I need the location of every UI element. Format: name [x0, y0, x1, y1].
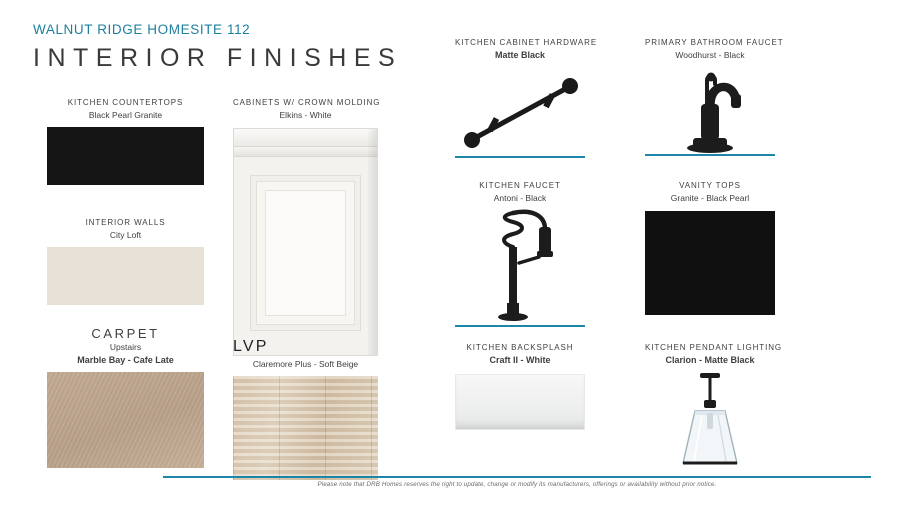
lvp-title: LVP [233, 338, 269, 355]
cabinets-caption: CABINETS W/ CROWN MOLDING [233, 98, 381, 107]
lvp-value: Claremore Plus - Soft Beige [252, 359, 359, 369]
hardware-caption: KITCHEN CABINET HARDWARE [455, 38, 598, 47]
lvp-plank-swatch [233, 376, 378, 480]
footer-divider [163, 476, 871, 478]
hardware-divider [455, 156, 585, 158]
glass-pendant-light [645, 367, 775, 479]
countertops-caption: KITCHEN COUNTERTOPS [67, 98, 184, 107]
page-title: INTERIOR FINISHES [33, 44, 403, 72]
bathroom-faucet-value: Woodhurst - Black [675, 50, 745, 60]
carpet-value: Marble Bay - Cafe Late [77, 355, 174, 365]
backsplash-caption: KITCHEN BACKSPLASH [466, 343, 574, 352]
card-bathroom-faucet [645, 32, 784, 156]
page-header [33, 22, 402, 73]
homesite-subtitle: WALNUT RIDGE HOMESITE 112 [33, 22, 251, 37]
hardware-value: Matte Black [494, 50, 546, 60]
card-interior-walls [47, 212, 204, 305]
vanity-tops-caption: VANITY TOPS [679, 181, 741, 190]
black-granite-swatch [645, 211, 775, 315]
card-kitchen-backsplash [455, 337, 585, 430]
countertops-value: Black Pearl Granite [88, 110, 163, 120]
card-cabinet-hardware [455, 32, 598, 158]
door-panel-outer [250, 175, 361, 331]
black-bar-pull [455, 66, 585, 158]
door-panel-inner [265, 190, 346, 316]
kitchen-faucet-caption: KITCHEN FAUCET [479, 181, 561, 190]
crown-molding-top [234, 129, 377, 147]
white-subway-tile [455, 374, 585, 430]
carpet-swatch [47, 372, 204, 468]
pendant-caption: KITCHEN PENDANT LIGHTING [645, 343, 783, 352]
carpet-title: CARPET [91, 326, 160, 341]
kitchen-faucet-divider [455, 325, 585, 327]
door-edge-shadow [368, 129, 377, 355]
footer-disclaimer: Please note that DRB Homes reserves the right to update, change or modify its manufacturers, offerings or availability without prior notice. [317, 481, 717, 488]
black-bathroom-faucet [645, 64, 775, 156]
vanity-tops-value: Granite - Black Pearl [670, 193, 750, 203]
card-kitchen-countertops [47, 92, 204, 185]
bathroom-faucet-divider [645, 154, 775, 156]
pendant-value: Clarion - Matte Black [665, 355, 755, 365]
white-cabinet-door [233, 128, 378, 356]
black-spring-faucet [455, 207, 585, 327]
interior-walls-value: City Loft [109, 230, 142, 240]
bathroom-faucet-caption: PRIMARY BATHROOM FAUCET [645, 38, 784, 47]
backsplash-value: Craft II - White [489, 355, 551, 365]
cabinets-value: Elkins - White [279, 110, 332, 120]
carpet-location: Upstairs [109, 342, 142, 352]
card-vanity-tops [645, 175, 775, 315]
beige-paint-swatch [47, 247, 204, 305]
kitchen-faucet-value: Antoni - Black [493, 193, 547, 203]
black-granite-swatch [47, 127, 204, 185]
card-pendant-lighting [645, 337, 783, 479]
card-kitchen-faucet [455, 175, 585, 327]
crown-molding-second [234, 147, 377, 157]
card-cabinets [233, 92, 381, 356]
interior-walls-caption: INTERIOR WALLS [85, 218, 166, 227]
card-lvp [233, 338, 378, 480]
card-carpet [47, 322, 204, 468]
